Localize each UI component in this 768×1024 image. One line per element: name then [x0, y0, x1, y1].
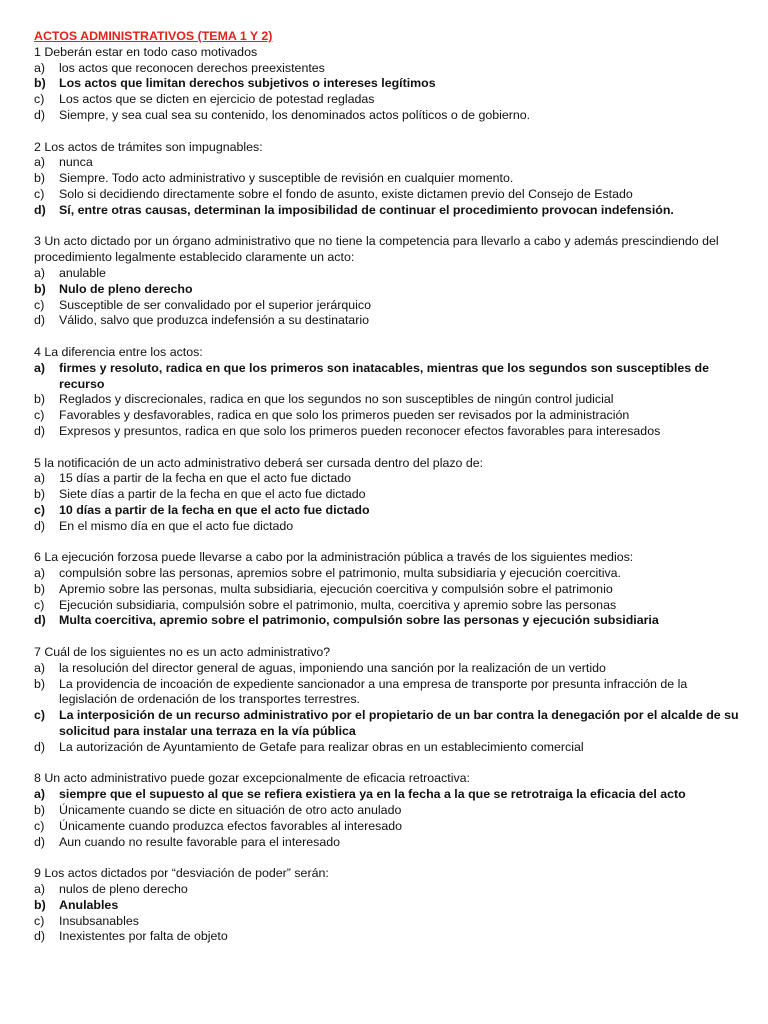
answer-option	[34, 76, 740, 92]
option-letter: b)	[34, 392, 46, 407]
answer-option	[34, 155, 740, 171]
option-letter: d)	[34, 834, 46, 849]
answer-option	[34, 187, 740, 203]
option-text: Insubsanables	[59, 913, 139, 928]
option-letter: a)	[34, 660, 46, 675]
answer-option	[34, 740, 740, 756]
option-letter: a)	[34, 882, 46, 897]
answer-option	[34, 582, 740, 598]
question-4	[34, 345, 740, 440]
answer-option	[34, 203, 740, 219]
option-text: compulsión sobre las personas, apremios sobre el patrimonio, multa subsidiaria y ejecución coercitiva.	[59, 566, 621, 581]
answer-option	[34, 471, 740, 487]
question-text: 6 La ejecución forzosa puede llevarse a cabo por la administración pública a través de los siguientes medios:	[34, 550, 634, 565]
option-text: siempre que el supuesto al que se refiera existiera ya en la fecha a la que se retrotraiga la eficacia del acto	[59, 787, 686, 802]
option-text: nunca	[59, 155, 93, 170]
option-text: Ejecución subsidiaria, compulsión sobre el patrimonio, multa, coercitiva y apremio sobre las personas	[59, 597, 617, 612]
question-8	[34, 771, 740, 850]
answer-option	[34, 266, 740, 282]
answer-option	[34, 392, 740, 408]
question-9	[34, 866, 740, 945]
option-letter: d)	[34, 929, 46, 944]
answer-option	[34, 503, 740, 519]
answer-option	[34, 361, 740, 393]
option-letter: a)	[34, 155, 46, 170]
option-text: La autorización de Ayuntamiento de Getafe para realizar obras en un establecimiento comercial	[59, 739, 584, 754]
option-letter: c)	[34, 408, 45, 423]
option-text: Siempre, y sea cual sea su contenido, los denominados actos políticos o de gobierno.	[59, 107, 531, 122]
answer-option	[34, 92, 740, 108]
option-text: Anulables	[59, 897, 119, 912]
option-text: firmes y resoluto, radica en que los primeros son inatacables, mientras que los segundos son susceptibles de recurso	[59, 360, 710, 391]
option-letter: c)	[34, 502, 46, 517]
option-letter: d)	[34, 423, 46, 438]
option-letter: b)	[34, 581, 46, 596]
question-6	[34, 550, 740, 629]
answer-option	[34, 803, 740, 819]
answer-option	[34, 835, 740, 851]
answer-option	[34, 787, 740, 803]
option-text: Susceptible de ser convalidado por el superior jerárquico	[59, 297, 372, 312]
question-7	[34, 645, 740, 756]
question-text: 5 la notificación de un acto administrativo deberá ser cursada dentro del plazo de:	[34, 455, 484, 470]
option-text: Siempre. Todo acto administrativo y susceptible de revisión en cualquier momento.	[59, 171, 514, 186]
answer-option	[34, 519, 740, 535]
option-letter: c)	[34, 92, 45, 107]
question-text: 9 Los actos dictados por “desviación de poder” serán:	[34, 866, 329, 881]
answer-option	[34, 882, 740, 898]
question-list	[34, 45, 740, 945]
option-letter: d)	[34, 313, 46, 328]
option-text: Expresos y presuntos, radica en que solo los primeros pueden reconocer efectos favorables para interesados	[59, 423, 661, 438]
option-letter: c)	[34, 297, 45, 312]
answer-option	[34, 598, 740, 614]
option-letter: c)	[34, 913, 45, 928]
answer-option	[34, 661, 740, 677]
option-text: Válido, salvo que produzca indefensión a su destinatario	[59, 313, 369, 328]
answer-option	[34, 677, 740, 709]
option-text: Solo si decidiendo directamente sobre el fondo de asunto, existe dictamen previo del Consejo de Estado	[59, 186, 633, 201]
option-text: Únicamente cuando se dicte en situación de otro acto anulado	[59, 803, 402, 818]
question-text: 7 Cuál de los siguientes no es un acto administrativo?	[34, 645, 331, 660]
option-letter: a)	[34, 360, 46, 375]
option-text: Los actos que limitan derechos subjetivos o intereses legítimos	[59, 76, 436, 91]
option-letter: b)	[34, 171, 46, 186]
option-letter: a)	[34, 60, 46, 75]
option-letter: b)	[34, 76, 46, 91]
answer-option	[34, 819, 740, 835]
option-text: Los actos que se dicten en ejercicio de potestad regladas	[59, 92, 375, 107]
document-title: ACTOS ADMINISTRATIVOS (TEMA 1 Y 2)	[34, 29, 273, 43]
option-letter: d)	[34, 107, 46, 122]
answer-option	[34, 408, 740, 424]
option-text: Inexistentes por falta de objeto	[59, 929, 228, 944]
question-text: 4 La diferencia entre los actos:	[34, 344, 203, 359]
option-text: Multa coercitiva, apremio sobre el patrimonio, compulsión sobre las personas y ejecución subsidiaria	[59, 613, 659, 628]
option-text: nulos de pleno derecho	[59, 882, 188, 897]
option-letter: a)	[34, 265, 46, 280]
option-text: Favorables y desfavorables, radica en que solo los primeros pueden ser revisados por la administración	[59, 408, 630, 423]
answer-option	[34, 929, 740, 945]
document-page	[34, 29, 740, 961]
question-text: 2 Los actos de trámites son impugnables:	[34, 139, 263, 154]
option-text: 10 días a partir de la fecha en que el acto fue dictado	[59, 502, 370, 517]
question-text: 1 Deberán estar en todo caso motivados	[34, 44, 258, 59]
option-text: Reglados y discrecionales, radica en que los segundos no son susceptibles de ningún control judicial	[59, 392, 614, 407]
option-letter: b)	[34, 803, 46, 818]
option-text: La providencia de incoación de expediente sancionador a una empresa de transporte por presunta infracción de la legislación de ordenación de los transportes terrestres.	[59, 676, 688, 707]
option-letter: d)	[34, 739, 46, 754]
option-letter: c)	[34, 818, 45, 833]
answer-option	[34, 61, 740, 77]
question-2	[34, 140, 740, 219]
answer-option	[34, 171, 740, 187]
answer-option	[34, 282, 740, 298]
answer-option	[34, 298, 740, 314]
question-text: 3 Un acto dictado por un órgano administrativo que no tiene la competencia para llevarlo a cabo y además prescindiendo del procedimiento legalmente establecido claramente un acto:	[34, 234, 719, 265]
option-text: anulable	[59, 265, 106, 280]
option-text: En el mismo día en que el acto fue dictado	[59, 518, 294, 533]
option-letter: a)	[34, 471, 46, 486]
question-text: 8 Un acto administrativo puede gozar excepcionalmente de eficacia retroactiva:	[34, 771, 470, 786]
option-text: La interposición de un recurso administrativo por el propietario de un bar contra la denegación por el alcalde de su solicitud para instalar una terraza en la vía pública	[59, 708, 739, 739]
option-letter: c)	[34, 186, 45, 201]
option-text: Nulo de pleno derecho	[59, 281, 193, 296]
option-letter: b)	[34, 897, 46, 912]
answer-option	[34, 566, 740, 582]
answer-option	[34, 613, 740, 629]
option-text: Únicamente cuando produzca efectos favorables al interesado	[59, 818, 403, 833]
option-text: Siete días a partir de la fecha en que el acto fue dictado	[59, 487, 366, 502]
option-letter: d)	[34, 202, 46, 217]
answer-option	[34, 914, 740, 930]
option-letter: b)	[34, 487, 46, 502]
answer-option	[34, 313, 740, 329]
answer-option	[34, 108, 740, 124]
option-letter: d)	[34, 613, 46, 628]
option-letter: b)	[34, 676, 46, 691]
option-letter: d)	[34, 518, 46, 533]
option-text: 15 días a partir de la fecha en que el acto fue dictado	[59, 471, 352, 486]
question-1	[34, 45, 740, 124]
answer-option	[34, 708, 740, 740]
option-text: Aun cuando no resulte favorable para el interesado	[59, 834, 341, 849]
answer-option	[34, 487, 740, 503]
answer-option	[34, 424, 740, 440]
option-letter: a)	[34, 566, 46, 581]
question-5	[34, 456, 740, 535]
option-letter: c)	[34, 597, 45, 612]
option-letter: a)	[34, 787, 46, 802]
option-letter: c)	[34, 708, 46, 723]
option-text: la resolución del director general de aguas, imponiendo una sanción por la realización de un vertido	[59, 660, 606, 675]
option-text: Sí, entre otras causas, determinan la imposibilidad de continuar el procedimiento provocan indefensión.	[59, 202, 674, 217]
answer-option	[34, 898, 740, 914]
option-letter: b)	[34, 281, 46, 296]
question-3	[34, 234, 740, 329]
option-text: los actos que reconocen derechos preexistentes	[59, 60, 325, 75]
option-text: Apremio sobre las personas, multa subsidiaria, ejecución coercitiva y compulsión sobre el patrimonio	[59, 581, 613, 596]
